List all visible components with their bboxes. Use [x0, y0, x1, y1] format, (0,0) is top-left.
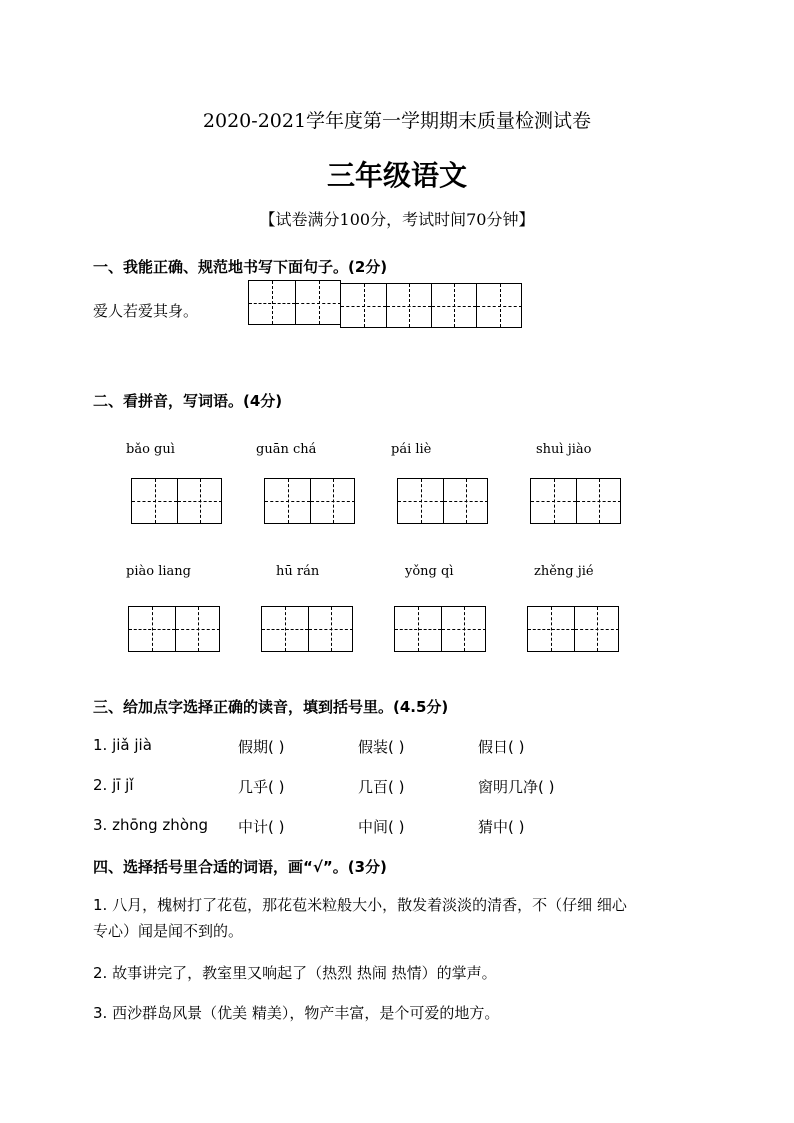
writing-grid-1[interactable] — [248, 280, 341, 325]
answer-grid[interactable] — [261, 606, 353, 652]
writing-grid-2[interactable] — [340, 283, 522, 328]
question-line: 1. 八月，槐树打了花苞，那花苞米粒般大小，散发着淡淡的清香，不（仔细 细心 — [93, 896, 627, 914]
reading-options: 2. jī jǐ — [93, 776, 134, 794]
reading-options: 3. zhōng zhòng — [93, 816, 209, 834]
word-blank[interactable]: 窗明几净( ) — [478, 778, 555, 796]
section-2-heading: 二、看拼音，写词语。(4分) — [93, 392, 283, 410]
pinyin-label: piào liang — [126, 564, 191, 579]
word-blank[interactable]: 中间( ) — [358, 818, 405, 836]
section-3-heading: 三、给加点字选择正确的读音，填到括号里。(4.5分) — [93, 698, 449, 716]
answer-grid[interactable] — [128, 606, 220, 652]
answer-grid[interactable] — [394, 606, 486, 652]
reading-options: 1. jiǎ jià — [93, 736, 152, 754]
pinyin-label: yǒng qì — [405, 564, 454, 579]
answer-grid[interactable] — [131, 478, 222, 524]
pinyin-label: shuì jiào — [536, 442, 592, 457]
section-1-heading: 一、我能正确、规范地书写下面句子。(2分) — [93, 258, 388, 276]
word-blank[interactable]: 中计( ) — [238, 818, 285, 836]
subject-title: 三年级语文 — [326, 159, 467, 192]
answer-grid[interactable] — [264, 478, 355, 524]
pinyin-label: bǎo guì — [126, 442, 175, 457]
answer-grid[interactable] — [397, 478, 488, 524]
exam-note: 【试卷满分100分，考试时间70分钟】 — [259, 210, 535, 229]
exam-title: 2020-2021学年度第一学期期末质量检测试卷 — [202, 110, 592, 132]
answer-grid[interactable] — [527, 606, 619, 652]
section-1-sentence: 爱人若爱其身。 — [93, 302, 199, 320]
word-blank[interactable]: 几百( ) — [358, 778, 405, 796]
word-blank[interactable]: 猜中( ) — [478, 818, 525, 836]
word-blank[interactable]: 假日( ) — [478, 738, 525, 756]
answer-grid[interactable] — [530, 478, 621, 524]
word-blank[interactable]: 假装( ) — [358, 738, 405, 756]
pinyin-label: pái liè — [391, 442, 432, 457]
pinyin-label: guān chá — [256, 442, 317, 457]
section-4-heading: 四、选择括号里合适的词语，画“√”。(3分) — [93, 858, 387, 876]
pinyin-label: zhěng jié — [534, 564, 594, 579]
word-blank[interactable]: 几乎( ) — [238, 778, 285, 796]
question-line: 专心）闻是闻不到的。 — [93, 922, 244, 940]
word-blank[interactable]: 假期( ) — [238, 738, 285, 756]
question-line: 2. 故事讲完了，教室里又响起了（热烈 热闹 热情）的掌声。 — [93, 964, 497, 982]
question-line: 3. 西沙群岛风景（优美 精美），物产丰富，是个可爱的地方。 — [93, 1004, 500, 1022]
pinyin-label: hū rán — [276, 564, 320, 579]
